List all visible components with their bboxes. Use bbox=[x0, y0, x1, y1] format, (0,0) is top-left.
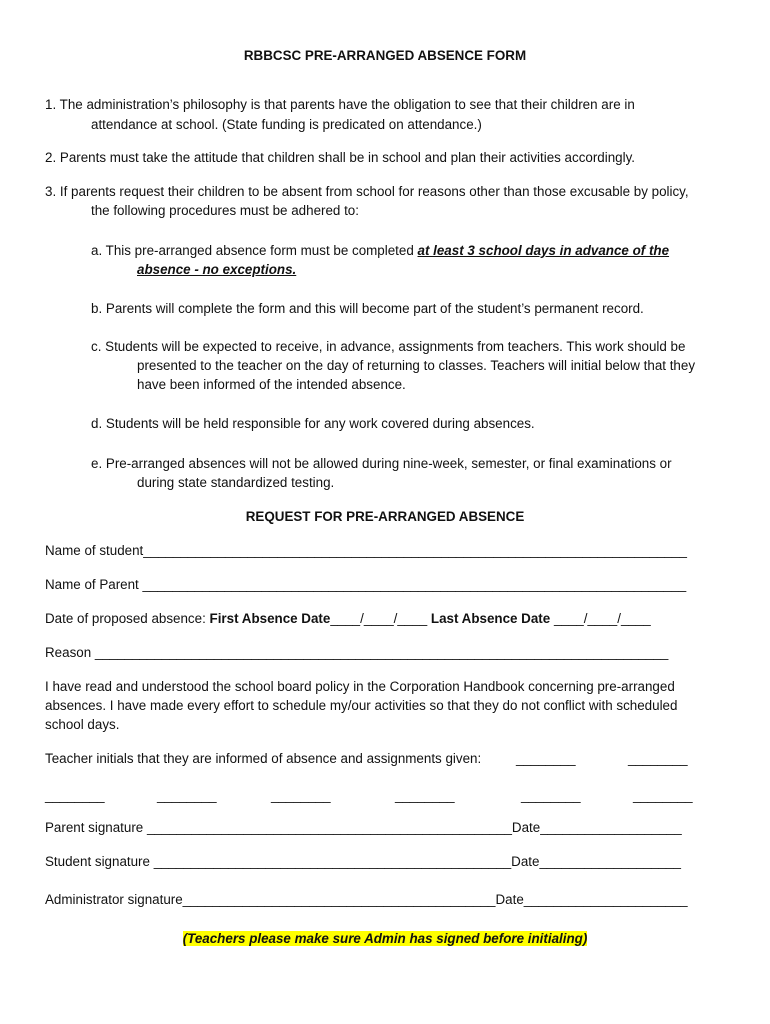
last-absence-date-field[interactable]: ____/____/____ bbox=[550, 611, 651, 626]
policy-item-1-line-1: 1. The administration’s philosophy is that parents have the obligation to see that their children are in bbox=[45, 97, 635, 112]
date-prefix-label: Date of proposed absence: bbox=[45, 611, 210, 626]
first-absence-date-label: First Absence Date bbox=[209, 611, 331, 626]
procedure-a-line-2: absence - no exceptions. bbox=[137, 262, 297, 277]
policy-item-3-line-1: 3. If parents request their children to be absent from school for reasons other than those excusable by policy, bbox=[45, 184, 689, 199]
reason-field[interactable]: Reason _____________________________________________________________________________ bbox=[45, 645, 669, 660]
procedure-a-emphasis: at least 3 school days in advance of the bbox=[417, 243, 670, 258]
procedure-a-text: a. This pre-arranged absence form must be completed bbox=[91, 243, 418, 258]
teacher-initial-field-4[interactable]: ________ bbox=[157, 788, 217, 803]
administrator-signature-row bbox=[45, 890, 688, 910]
parent-signature-row bbox=[45, 818, 682, 838]
acknowledgement-line-1: I have read and understood the school board policy in the Corporation Handbook concerning pre-arranged bbox=[45, 679, 675, 694]
student-signature-field[interactable]: Student signature ________________________________________________ bbox=[45, 854, 512, 869]
teacher-initial-field-2[interactable]: ________ bbox=[628, 751, 688, 766]
teacher-note-row bbox=[0, 929, 770, 949]
procedure-c-line-3: have been informed of the intended absence. bbox=[137, 377, 406, 392]
teacher-initial-field-5[interactable]: ________ bbox=[271, 788, 331, 803]
teacher-initial-field-3[interactable]: ________ bbox=[45, 788, 105, 803]
parent-signature-field[interactable]: Parent signature _________________________________________________ bbox=[45, 820, 512, 835]
teacher-note: (Teachers please make sure Admin has signed before initialing) bbox=[182, 931, 588, 946]
parent-date-field[interactable]: ___________________ bbox=[540, 820, 682, 835]
form-title: RBBCSC PRE-ARRANGED ABSENCE FORM bbox=[243, 48, 527, 63]
teacher-initials-label: Teacher initials that they are informed of absence and assignments given: bbox=[45, 751, 482, 766]
teacher-initial-field-6[interactable]: ________ bbox=[395, 788, 455, 803]
first-absence-date-field[interactable]: ____/____/____ bbox=[330, 611, 428, 626]
parent-date-label: Date bbox=[511, 820, 541, 835]
parent-name-field[interactable]: Name of Parent _________________________________________________________________________ bbox=[45, 577, 687, 592]
request-heading: REQUEST FOR PRE-ARRANGED ABSENCE bbox=[245, 509, 525, 524]
teacher-initial-field-8[interactable]: ________ bbox=[633, 788, 693, 803]
student-name-field[interactable]: Name of student_________________________________________________________________________ bbox=[45, 543, 687, 558]
student-signature-row bbox=[45, 852, 681, 872]
acknowledgement-line-3: school days. bbox=[45, 717, 120, 732]
teacher-initial-field-7[interactable]: ________ bbox=[521, 788, 581, 803]
administrator-signature-field[interactable]: Administrator signature__________________________________________ bbox=[45, 892, 496, 907]
procedure-d: d. Students will be held responsible for any work covered during absences. bbox=[91, 416, 535, 431]
procedure-c-line-2: presented to the teacher on the day of returning to classes. Teachers will initial below that they bbox=[137, 358, 696, 373]
teacher-initial-field-1[interactable]: ________ bbox=[516, 751, 576, 766]
policy-item-1-line-2: attendance at school. (State funding is predicated on attendance.) bbox=[91, 117, 482, 132]
procedure-c-line-1: c. Students will be expected to receive, in advance, assignments from teachers. This work should be bbox=[91, 339, 686, 354]
student-date-field[interactable]: ___________________ bbox=[539, 854, 681, 869]
policy-item-2: 2. Parents must take the attitude that children shall be in school and plan their activities accordingly. bbox=[45, 150, 636, 165]
administrator-date-label: Date bbox=[495, 892, 524, 907]
proposed-absence-dates-row bbox=[45, 609, 651, 629]
student-date-label: Date bbox=[511, 854, 540, 869]
procedure-a-line-1 bbox=[91, 241, 669, 261]
procedure-e-line-2: during state standardized testing. bbox=[137, 475, 335, 490]
administrator-date-field[interactable]: ______________________ bbox=[523, 892, 688, 907]
acknowledgement-line-2: absences. I have made every effort to schedule my/our activities so that they do not conflict with scheduled bbox=[45, 698, 678, 713]
last-absence-date-label: Last Absence Date bbox=[430, 611, 551, 626]
policy-item-3-line-2: the following procedures must be adhered to: bbox=[91, 203, 359, 218]
procedure-b: b. Parents will complete the form and this will become part of the student’s permanent record. bbox=[91, 301, 644, 316]
procedure-e-line-1: e. Pre-arranged absences will not be allowed during nine-week, semester, or final examinations or bbox=[91, 456, 672, 471]
